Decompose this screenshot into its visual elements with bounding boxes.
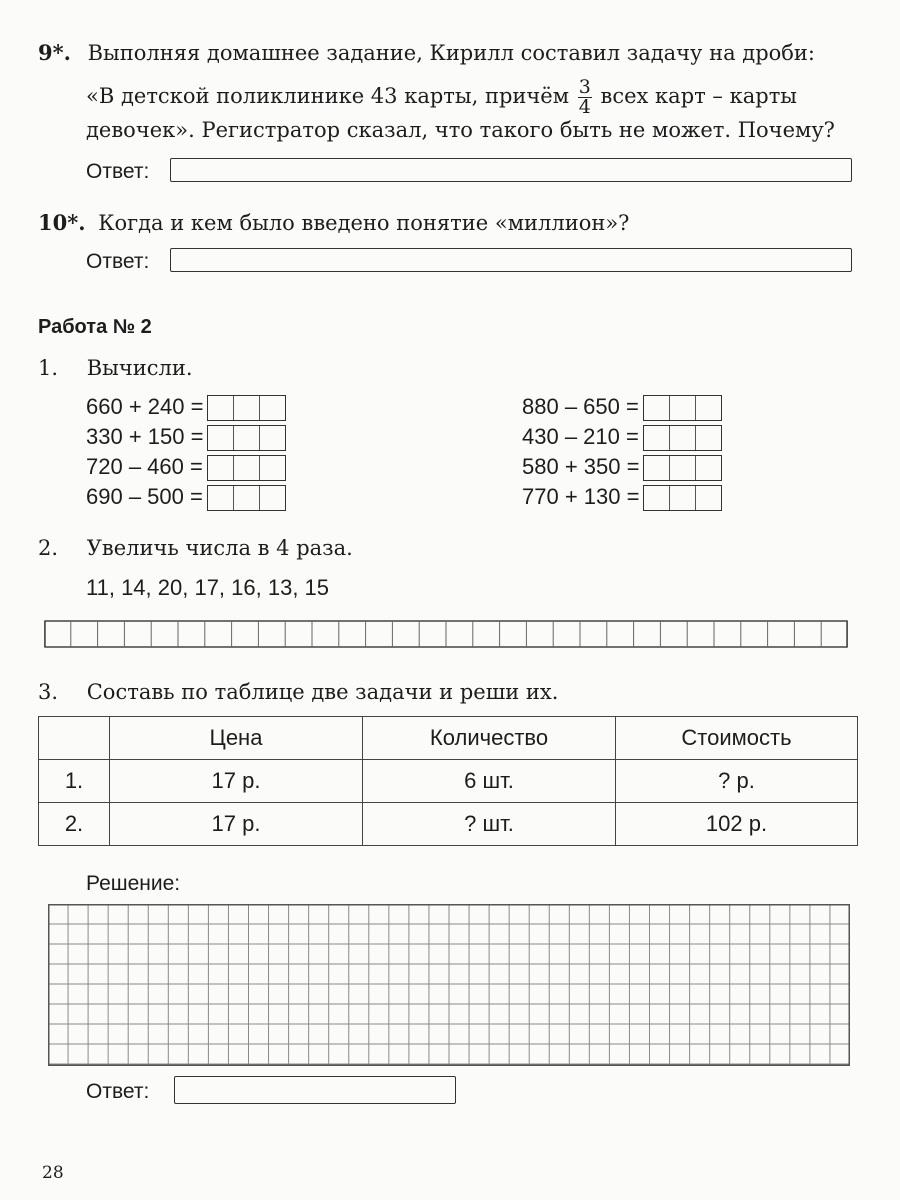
ex1-text: Вычисли. [86,356,193,380]
answer-cells[interactable] [207,485,286,511]
expr-text: 720 – 460 = [86,454,203,479]
task9-text-2a: «В детской поликлинике 43 карты, причём [86,84,570,108]
fraction-denominator: 4 [578,96,591,118]
task9-line3 [86,118,835,142]
table-cell: 17 р. [110,803,363,846]
answer-cells[interactable] [643,485,722,511]
task9-answer-field[interactable] [170,158,852,182]
table-header-row [39,717,858,760]
table-header-cell [39,717,110,760]
table-cell: 6 шт. [363,760,616,803]
table-header-cell: Количество [363,717,616,760]
table-cell: 1. [39,760,110,803]
ex1-right-1 [522,424,722,451]
ex1-right-0 [522,394,722,421]
fraction-three-quarters [578,78,592,117]
task9-line1 [38,40,815,65]
answer-cells[interactable] [643,425,722,451]
expr-text: 880 – 650 = [522,394,639,419]
fraction-numerator: 3 [578,76,591,98]
task10-answer-field[interactable] [170,248,852,272]
ex1-header [38,356,193,380]
table-header-cell: Стоимость [616,717,858,760]
task9-number: 9*. [38,40,71,65]
table-cell: 17 р. [110,760,363,803]
task10-answer-label: Ответ: [86,250,150,273]
expr-text: 580 + 350 = [522,454,640,479]
ex3-number: 3. [38,680,59,704]
ex1-left-2 [86,454,286,481]
task10-text: Когда и кем было введено понятие «миллион»? [98,211,630,235]
answer-cells[interactable] [207,455,286,481]
table-cell: 102 р. [616,803,858,846]
ex1-right-2 [522,454,722,481]
expr-text: 770 + 130 = [522,484,640,509]
table-cell: ? р. [616,760,858,803]
task9-line2 [86,78,797,117]
table-cell: 2. [39,803,110,846]
section-title: Работа № 2 [38,316,152,338]
task9-text-2b: всех карт – карты [600,84,798,108]
expr-text: 430 – 210 = [522,424,639,449]
task9-answer-label: Ответ: [86,160,150,183]
task10-line [38,210,629,235]
price-table [38,716,858,846]
ex2-header [38,536,353,560]
ex2-number: 2. [38,536,59,560]
task9-text-1: Выполняя домашнее задание, Кирилл составил задачу на дроби: [87,41,816,65]
ex1-left-0 [86,394,286,421]
page-number: 28 [42,1163,64,1183]
expr-text: 690 – 500 = [86,484,203,509]
ex1-left-3 [86,484,286,511]
table-header-cell: Цена [110,717,363,760]
solution-grid[interactable] [48,904,850,1066]
solution-label: Решение: [86,872,181,895]
table-row [39,803,858,846]
answer-cells[interactable] [207,395,286,421]
expr-text: 330 + 150 = [86,424,204,449]
task9-text-3: девочек». Регистратор сказал, что такого быть не может. Почему? [86,118,835,142]
ex3-answer-label: Ответ: [86,1080,150,1103]
ex3-header [38,680,558,704]
answer-cells[interactable] [643,395,722,421]
ex1-right-3 [522,484,722,511]
answer-cells[interactable] [207,425,286,451]
answer-cells[interactable] [643,455,722,481]
ex3-text: Составь по таблице две задачи и реши их. [86,680,559,704]
table-row [39,760,858,803]
expr-text: 660 + 240 = [86,394,204,419]
ex1-number: 1. [38,356,59,380]
table-cell: ? шт. [363,803,616,846]
task10-number: 10*. [38,210,86,235]
ex2-numbers: 11, 14, 20, 17, 16, 13, 15 [86,575,330,600]
ex2-answer-strip[interactable] [44,620,848,648]
ex3-answer-field[interactable] [174,1076,456,1104]
ex1-left-1 [86,424,286,451]
ex2-text: Увеличь числа в 4 раза. [86,536,353,560]
